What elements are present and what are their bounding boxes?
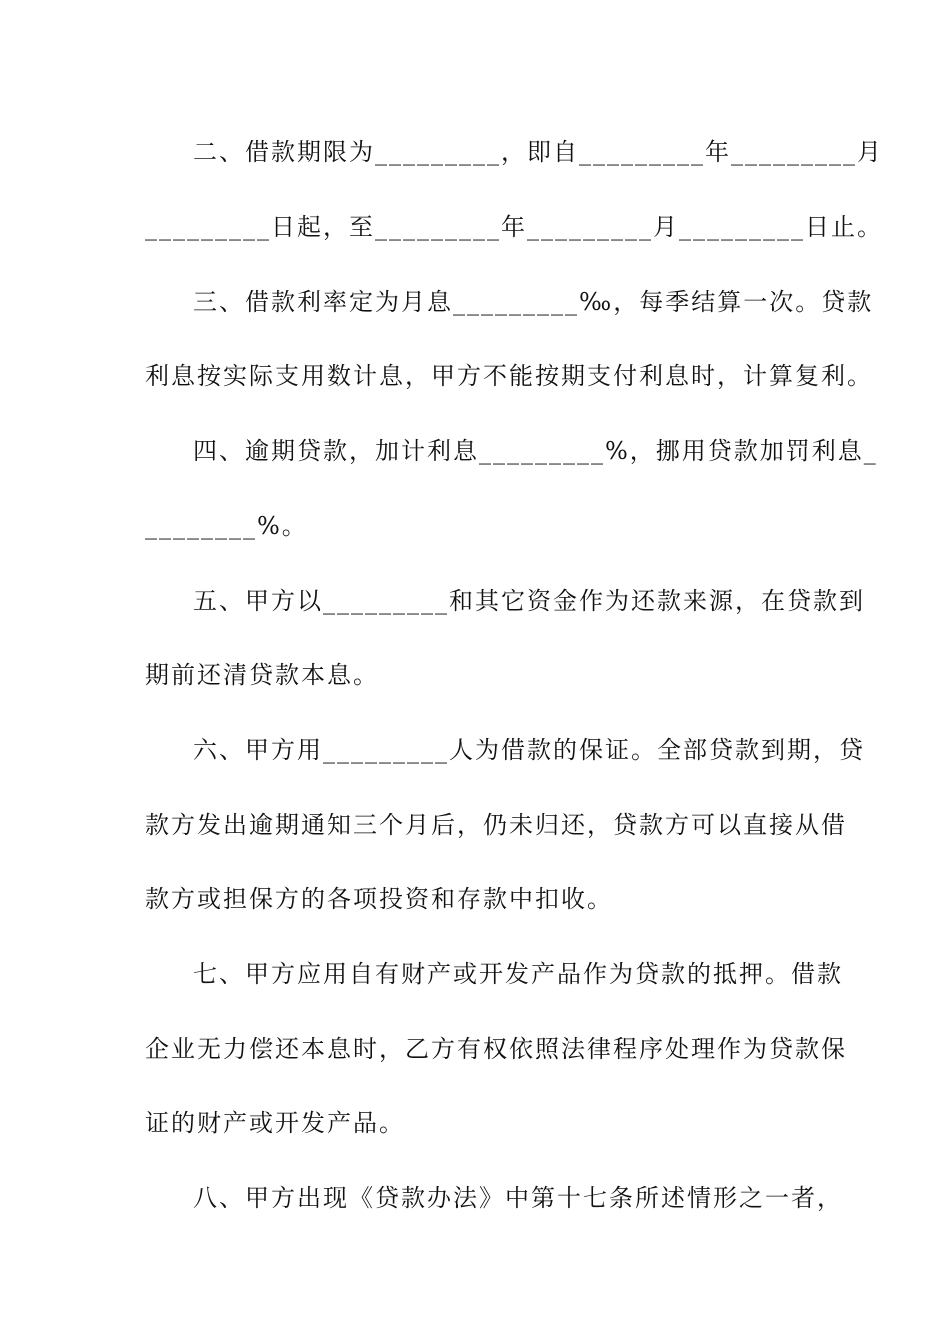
clause-7-line-1: 七、甲方应用自有财产或开发产品作为贷款的抵押。借款 (193, 960, 843, 988)
clause-6-line-3: 款方或担保方的各项投资和存款中扣收。 (145, 885, 613, 913)
clause-2-line-2: _________日起，至_________年_________月_________日止。 (145, 213, 883, 241)
clause-5-line-1: 五、甲方以_________和其它资金作为还款来源，在贷款到 (193, 587, 865, 615)
clause-3-line-1: 三、借款利率定为月息_________‰，每季结算一次。贷款 (193, 288, 874, 316)
clause-4-line-2: ________%。 (145, 512, 308, 540)
clause-6-line-1: 六、甲方用_________人为借款的保证。全部贷款到期，贷 (193, 736, 865, 764)
clause-8-line-1: 八、甲方出现《贷款办法》中第十七条所述情形之一者， (193, 1184, 843, 1212)
clause-4-line-1: 四、逾期贷款，加计利息_________%，挪用贷款加罚利息_ (193, 437, 878, 465)
clause-6-line-2: 款方发出逾期通知三个月后，仍未归还，贷款方可以直接从借 (145, 811, 847, 839)
clause-5-line-2: 期前还清贷款本息。 (145, 661, 379, 689)
clause-7-line-3: 证的财产或开发产品。 (145, 1109, 405, 1137)
clause-7-line-2: 企业无力偿还本息时，乙方有权依照法律程序处理作为贷款保 (145, 1035, 847, 1063)
clause-3-line-2: 利息按实际支用数计息，甲方不能按期支付利息时，计算复利。 (145, 362, 873, 390)
clause-2-line-1: 二、借款期限为_________，即自_________年_________月 (193, 138, 883, 166)
